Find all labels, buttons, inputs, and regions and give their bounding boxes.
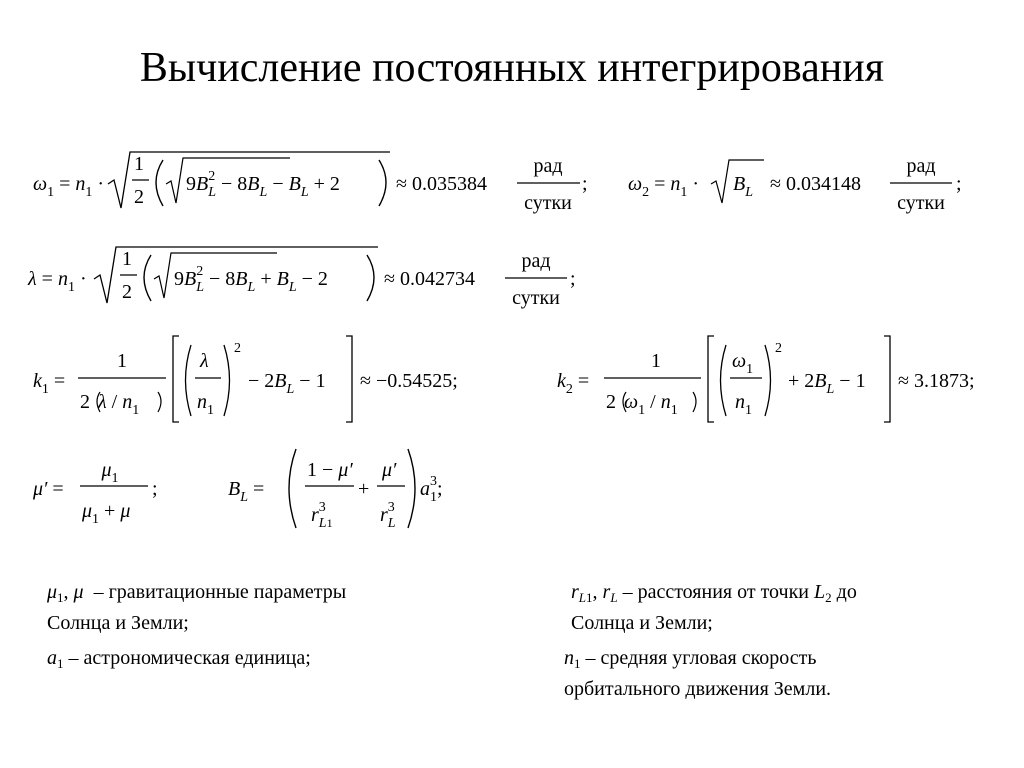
svg-text:1: 1 <box>134 153 144 175</box>
svg-text:k1 =: $k_1$ = <box>33 370 66 397</box>
lambda-formula <box>27 247 576 309</box>
svg-text:+ 2BL − 1: + $2B_L - 1$ <box>788 370 866 397</box>
svg-text:μ′ =: μ′ = <box>33 478 64 500</box>
svg-text:r3L1: $r^3$ L1 <box>311 500 333 531</box>
svg-text:ω1: $\omega_1$ <box>732 350 754 377</box>
legend-mu-text-1: гравитационные параметры <box>108 581 347 603</box>
legend-r-text-1-end: до <box>836 581 857 603</box>
svg-text:≈ 0.035384: ≈ 0.035384 <box>396 173 487 195</box>
svg-text:n1: $n_1$ <box>735 391 752 418</box>
svg-text:1 − μ′: 1 − μ′ <box>307 459 353 481</box>
svg-text:;: ; <box>570 268 576 290</box>
svg-text:2ω1 / n1: 2 $\omega_1 / n_1$ <box>606 391 678 418</box>
svg-text:BL =: $B_L$ = <box>228 478 265 505</box>
slide-title: Вычисление постоянных интегрирования <box>139 45 885 91</box>
svg-text:a31;: $a^3$ 1; <box>420 474 443 505</box>
svg-text:μ1 + μ: $\mu_1 + \mu$ <box>82 500 131 527</box>
svg-text:;: ; <box>956 173 962 195</box>
legend-r-text-2: Солнца и Земли; <box>571 612 713 634</box>
lambda-value: 0.042734 <box>399 268 475 290</box>
svg-text:μ1: $\mu_1$ <box>101 459 119 486</box>
svg-text:≈ 0.042734: ≈ 0.042734 <box>384 268 475 290</box>
legend-mu: $\mu_1$, μ – гравитационные параметры Солнца и Земли; <box>47 577 346 639</box>
svg-text:≈ −0.54525;: ≈ −0.54525; <box>360 370 458 392</box>
svg-text:r3L: $r^3$ L <box>380 500 396 531</box>
legend-a1-text: астрономическая единица; <box>83 647 311 669</box>
svg-text:;: ; <box>582 173 588 195</box>
svg-text:BL: $B_L$ <box>733 173 754 200</box>
svg-text:k2 =: $k_2$ = <box>557 370 590 397</box>
omega1-formula <box>33 152 588 214</box>
svg-text:2: 2 <box>134 186 144 208</box>
svg-text:9B2L − 8BL − BL + 2: $9B^2$ $L - 8B_L - B_L + 2$ <box>186 169 340 200</box>
svg-text:n1: $n_1$ <box>197 391 214 418</box>
svg-text:λ: λ <box>200 350 209 372</box>
legend-a1: $a_1$ – астрономическая единица; <box>47 647 311 671</box>
svg-text:2λ / n1: 2 λ / $n_1$ <box>80 391 140 418</box>
legend-r: $r_{L1}$, $r_L$ – расстояния от точки $L_2$ до Солнца и Земли; <box>571 577 857 639</box>
lambda-unit-num: рад <box>521 250 551 272</box>
omega2-unit-num: рад <box>906 155 936 177</box>
legend-n1-text-1: средняя угловая скорость <box>600 647 817 669</box>
legend-n1-text-2: орбитального движения Земли. <box>564 678 832 700</box>
legend-n1: $n_1$ – средняя угловая скорость орбитального движения Земли. <box>564 643 831 705</box>
k2-value: 3.1873 <box>913 370 969 392</box>
omega2-unit-den: сутки <box>897 192 945 214</box>
omega1-unit-den: сутки <box>524 192 572 214</box>
lambda-unit-den: сутки <box>512 287 560 309</box>
legend-r-text-1: расстояния от точки <box>637 581 810 603</box>
k1-formula <box>33 336 458 422</box>
svg-text:2: 2 <box>775 341 782 356</box>
svg-text:2: 2 <box>122 281 132 303</box>
svg-text:μ′: μ′ <box>382 459 397 481</box>
omega1-value: 0.035384 <box>411 173 487 195</box>
svg-text:− 2BL − 1: − $2B_L - 1$ <box>248 370 326 397</box>
svg-text:9B2L − 8BL + BL − 2: $9B^2$ $L - 8B_L + B_L - 2$ <box>174 264 328 295</box>
bl-formula <box>228 449 443 531</box>
svg-text:≈ 3.1873;: ≈ 3.1873; <box>898 370 975 392</box>
svg-text:ω2 = n1 ·: $\omega_2 = n_1$ · <box>628 173 700 200</box>
k2-formula <box>557 336 975 422</box>
mu-prime-formula <box>32 459 158 527</box>
svg-text:1: 1 <box>117 350 127 372</box>
svg-text:+: + <box>358 478 370 500</box>
omega2-formula <box>628 155 962 214</box>
svg-text:1: 1 <box>122 248 132 270</box>
legend-mu-text-2: Солнца и Земли; <box>47 612 189 634</box>
omega2-value: 0.034148 <box>785 173 861 195</box>
svg-text:;: ; <box>152 478 158 500</box>
svg-text:1: 1 <box>651 350 661 372</box>
svg-text:≈ 0.034148: ≈ 0.034148 <box>770 173 861 195</box>
svg-text:ω1 = n1 ·: $\omega_1 = n_1$ · <box>33 173 105 200</box>
k1-value: −0.54525 <box>375 370 453 392</box>
svg-text:λ = n1 ·: $\lambda = n_1$ · <box>28 268 87 295</box>
svg-text:2: 2 <box>234 341 241 356</box>
omega1-unit-num: рад <box>533 155 563 177</box>
